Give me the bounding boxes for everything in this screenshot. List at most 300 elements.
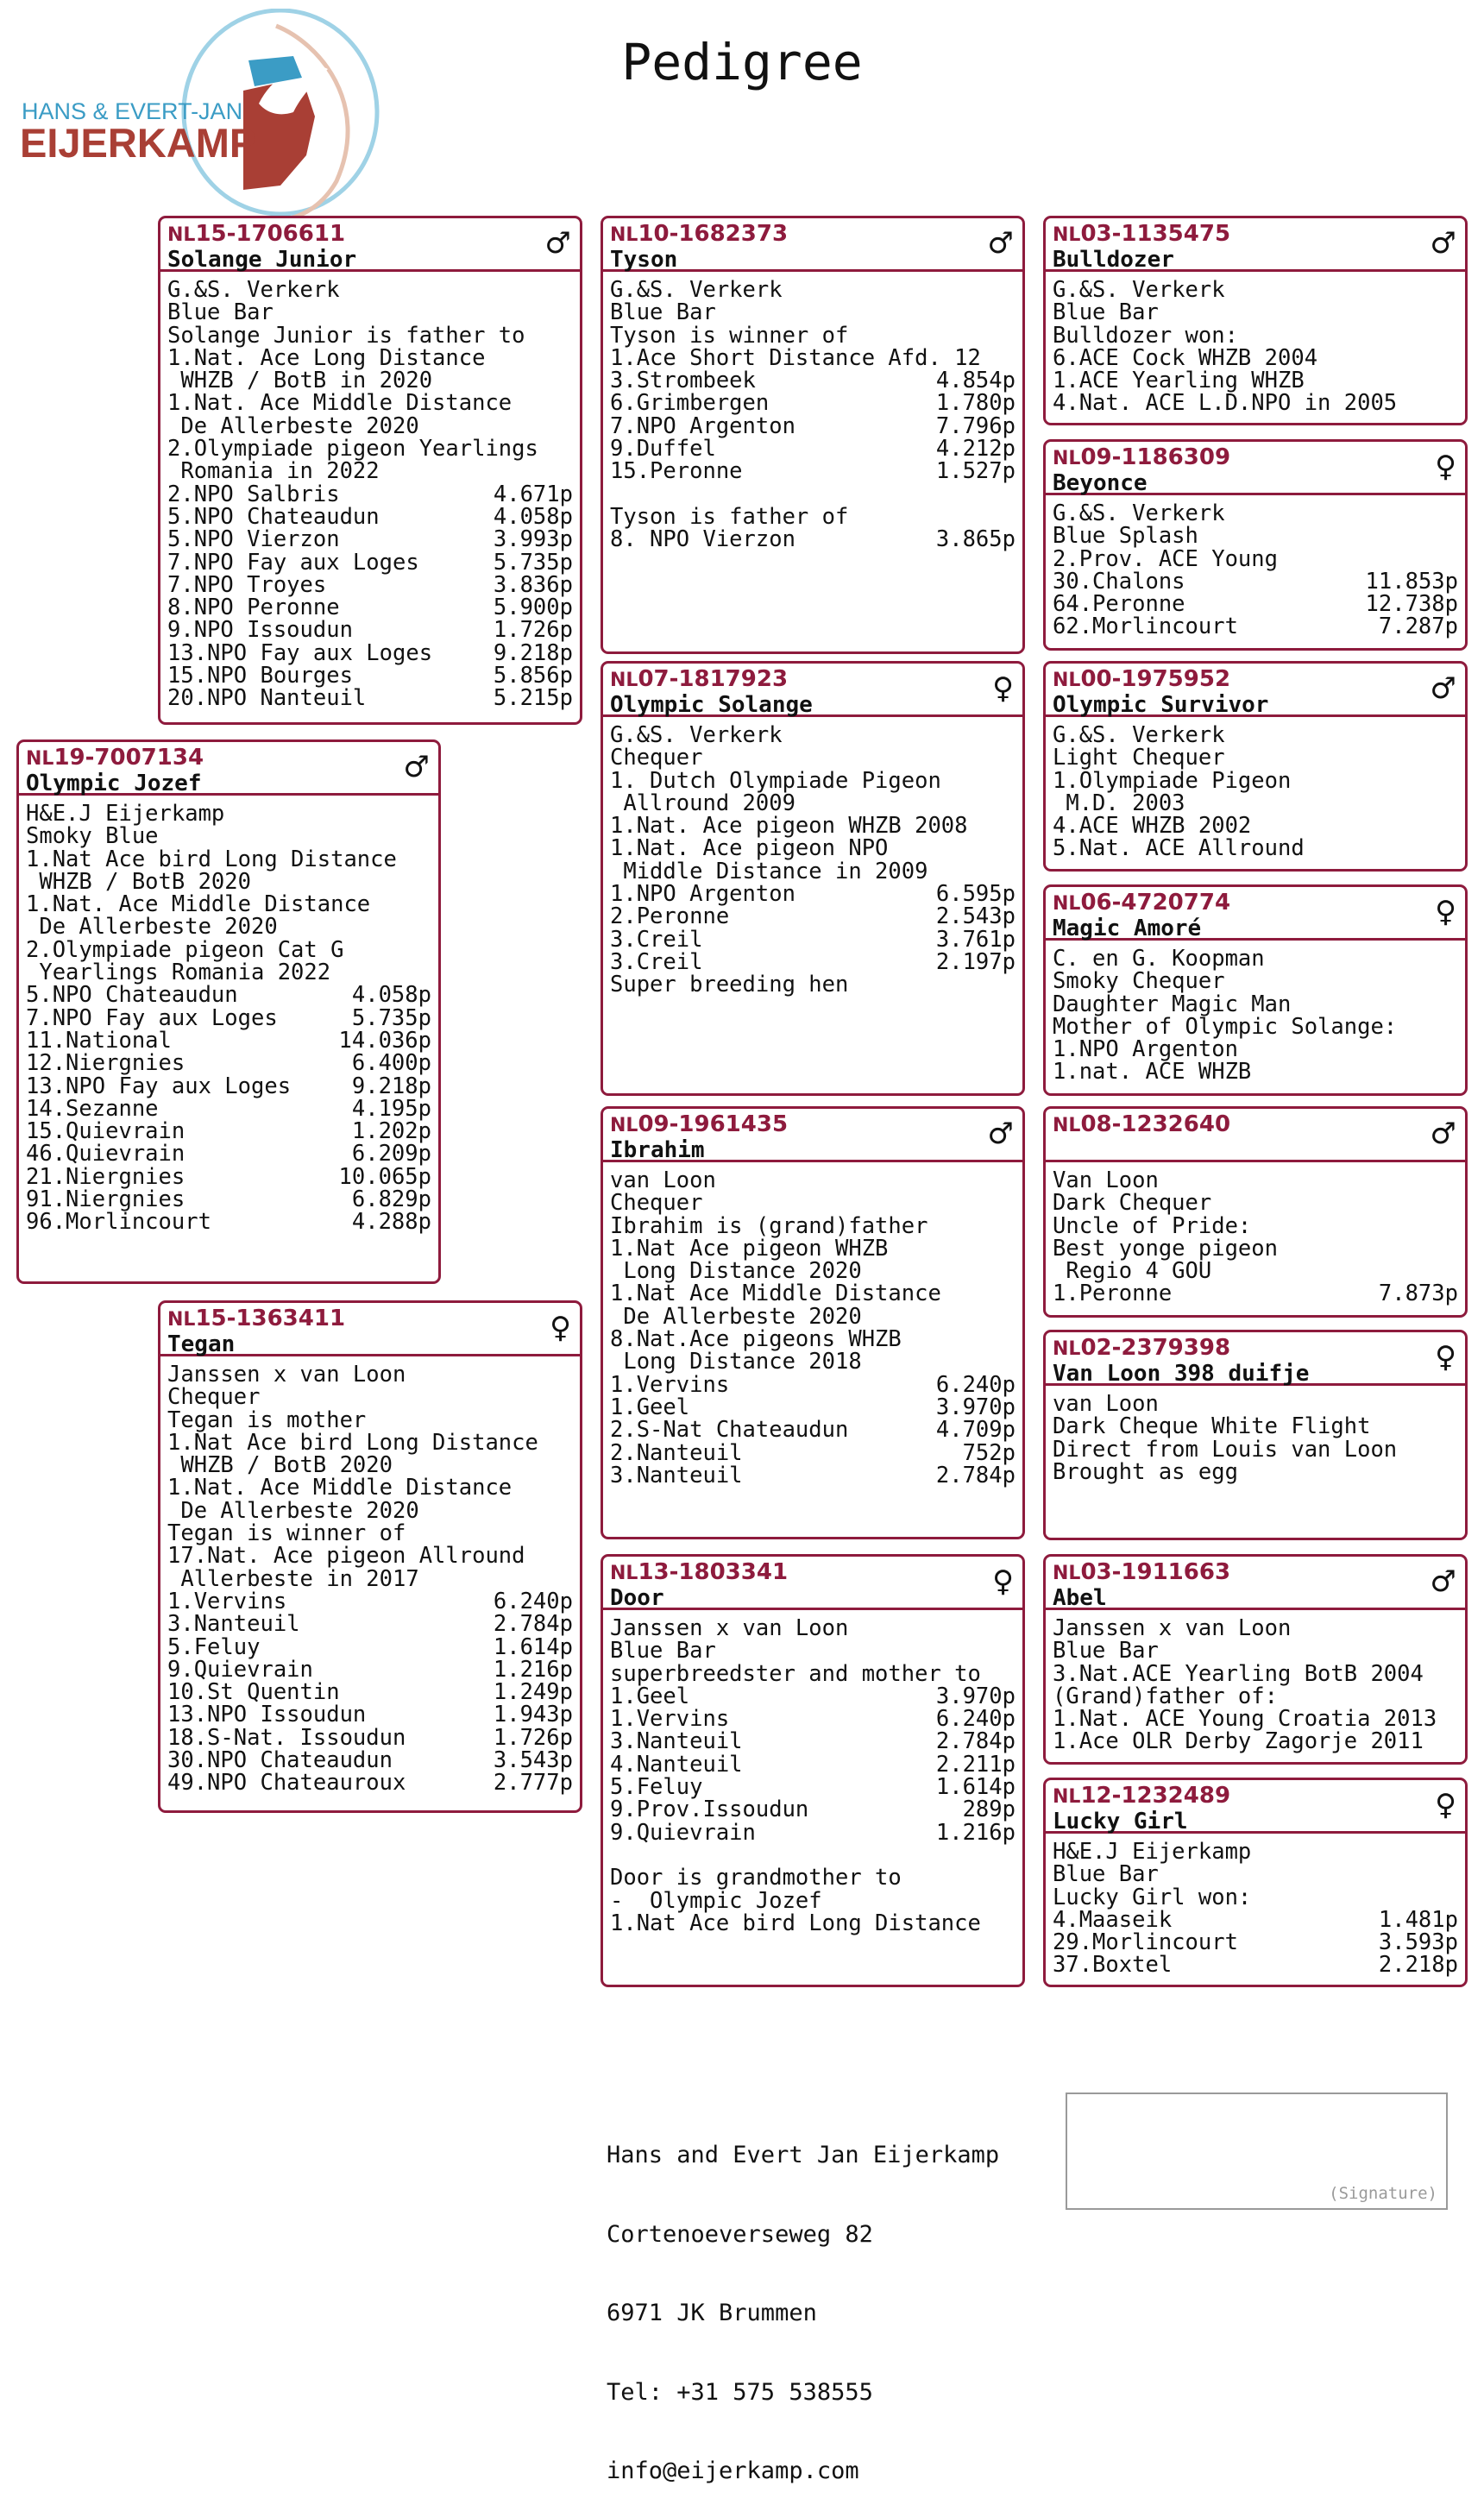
detail-text: 5.NPO Chateaudun (167, 503, 380, 530)
logo-line1: HANS & EVERT-JAN (22, 98, 243, 124)
detail-text: 1.Nat. ACE Young Croatia 2013 (1053, 1706, 1437, 1733)
detail-text: 64.Peronne (1053, 591, 1185, 618)
detail-text: Solange Junior is father to (167, 322, 525, 349)
detail-line (1053, 1169, 1458, 1192)
ring-id: 03-1135475 (1080, 221, 1231, 247)
detail-line (1053, 615, 1458, 638)
detail-text: 7.NPO Troyes (167, 571, 327, 598)
detail-line (1053, 1036, 1458, 1063)
detail-text: 1.Nat. Ace Middle Distance (167, 1475, 512, 1501)
detail-line (167, 1565, 573, 1592)
detail-line (26, 936, 431, 963)
detail-line (610, 1660, 1016, 1687)
card-details (1046, 941, 1465, 1087)
detail-line (1053, 993, 1458, 1016)
detail-text: superbreedster and mother to (610, 1660, 981, 1687)
ring-id: 07-1817923 (638, 666, 789, 692)
pigeon-card (16, 739, 441, 1284)
detail-text: Blue Bar (1053, 299, 1159, 326)
ring-id: 09-1186309 (1080, 444, 1231, 470)
pigeon-card (158, 216, 582, 725)
detail-line (167, 528, 573, 551)
detail-text: 8.Nat.Ace pigeons WHZB (610, 1326, 902, 1353)
ring-id: 00-1975952 (1080, 666, 1231, 692)
ring-id: 02-2379398 (1080, 1335, 1231, 1361)
detail-text: 29.Morlincourt (1053, 1929, 1238, 1956)
detail-line (167, 1611, 573, 1638)
detail-line (1053, 1013, 1458, 1040)
detail-points: 6.595p (935, 881, 1016, 908)
detail-points: 1.780p (935, 390, 1016, 417)
detail-text: Door is grandmother to (610, 1865, 902, 1891)
detail-line (26, 1050, 431, 1077)
detail-line (167, 1633, 573, 1660)
detail-points: 2.543p (935, 903, 1016, 930)
detail-line (1053, 1282, 1458, 1305)
detail-line (167, 390, 573, 417)
detail-text: van Loon (1053, 1391, 1159, 1417)
detail-text: Middle Distance in 2009 (610, 858, 928, 884)
card-details (603, 272, 1022, 555)
detail-points: 6.400p (351, 1050, 431, 1077)
pigeon-card (1043, 439, 1468, 651)
detail-points: 5.215p (493, 685, 573, 712)
card-details (1046, 495, 1465, 642)
detail-text: 1.Nat. Ace Middle Distance (167, 390, 512, 417)
detail-points: 7.873p (1378, 1281, 1458, 1307)
detail-line (167, 1703, 573, 1726)
detail-text: 1.ACE Yearling WHZB (1053, 368, 1305, 394)
detail-points: 1.726p (493, 1724, 573, 1751)
female-sex-icon: ♀ (1435, 450, 1456, 484)
card-details (19, 796, 438, 1237)
detail-text: 15.Quievrain (26, 1118, 186, 1145)
detail-line (610, 1350, 1016, 1373)
detail-line (167, 301, 573, 324)
detail-line (610, 436, 1016, 463)
female-sex-icon: ♀ (992, 1564, 1014, 1599)
detail-text: 4.Maaseik (1053, 1906, 1173, 1933)
detail-text: Smoky Blue (26, 823, 159, 850)
detail-text: Best yonge pigeon (1053, 1235, 1278, 1262)
detail-line (610, 881, 1016, 908)
male-sex-icon: ♂ (987, 1117, 1014, 1151)
detail-text: Chequer (610, 1190, 703, 1217)
detail-text: 5.Nat. ACE Allround (1053, 835, 1305, 862)
detail-text: 1.Geel (610, 1683, 690, 1709)
detail-text: 15.Peronne (610, 458, 743, 485)
detail-line (1053, 591, 1458, 618)
detail-line (610, 724, 1016, 746)
detail-line (610, 746, 1016, 769)
detail-text: 3.Nanteuil (610, 1728, 743, 1755)
detail-text: Regio 4 GOU (1053, 1258, 1212, 1285)
detail-line (26, 1075, 431, 1098)
detail-line (610, 1282, 1016, 1305)
detail-text: 2.Peronne (610, 903, 730, 930)
detail-line (167, 596, 573, 619)
detail-text: - Olympic Jozef (610, 1887, 822, 1914)
detail-text: Smoky Chequer (1053, 968, 1225, 995)
card-details (1046, 272, 1465, 418)
detail-text: 8.NPO Peronne (167, 595, 340, 621)
detail-text: De Allerbeste 2020 (610, 1303, 862, 1330)
detail-text: Uncle of Pride: (1053, 1212, 1252, 1239)
detail-text: M.D. 2003 (1053, 790, 1185, 816)
card-details (603, 1610, 1022, 1938)
detail-line (610, 279, 1016, 301)
detail-line (167, 1452, 573, 1479)
ring-number (610, 1560, 1016, 1586)
detail-line (610, 528, 1016, 551)
detail-line (1053, 301, 1458, 324)
detail-line (1053, 1190, 1458, 1217)
detail-line (610, 324, 1016, 347)
ring-number (1053, 1784, 1458, 1809)
detail-line (610, 1417, 1016, 1444)
detail-line (1053, 947, 1458, 970)
detail-points: 12.738p (1365, 591, 1458, 618)
card-header (1046, 1780, 1465, 1834)
detail-line (610, 905, 1016, 928)
detail-line (610, 1798, 1016, 1821)
detail-line (26, 1209, 431, 1236)
detail-text: 1.Nat. Ace Long Distance (167, 344, 486, 371)
ring-country: NL (1053, 448, 1081, 469)
detail-line (610, 1866, 1016, 1889)
pigeon-name: Bulldozer (1053, 247, 1174, 273)
ring-id: 10-1682373 (638, 221, 789, 247)
male-sex-icon: ♂ (544, 226, 571, 261)
detail-line (610, 1464, 1016, 1487)
detail-points: 10.065p (338, 1163, 431, 1190)
ring-country: NL (167, 224, 196, 246)
detail-text: 6.Grimbergen (610, 390, 770, 417)
detail-line (167, 1679, 573, 1706)
detail-line (1053, 1660, 1458, 1687)
card-header (1046, 442, 1465, 495)
detail-text: Chequer (610, 745, 703, 771)
detail-points: 289p (962, 1797, 1016, 1823)
detail-points: 5.735p (351, 1004, 431, 1031)
detail-points: 9.218p (351, 1073, 431, 1099)
detail-text: Dark Cheque White Flight (1053, 1413, 1371, 1440)
detail-line (610, 1169, 1016, 1192)
detail-points: 1.202p (351, 1118, 431, 1145)
detail-text: 1.Ace Short Distance Afd. 12 (610, 344, 981, 371)
detail-line (610, 792, 1016, 815)
pigeon-name: Tegan (167, 1331, 236, 1357)
detail-line (610, 835, 1016, 862)
breeder-address (607, 2090, 999, 2511)
address-line: info@eijerkamp.com (607, 2458, 859, 2484)
ring-country: NL (610, 1115, 638, 1136)
detail-line (167, 279, 573, 301)
detail-line (1053, 279, 1458, 301)
detail-text: 1.Nat Ace pigeon WHZB (610, 1235, 889, 1262)
detail-points: 6.209p (351, 1141, 431, 1167)
detail-text: 2.Prov. ACE Young (1053, 545, 1278, 572)
ring-country: NL (610, 1563, 638, 1584)
detail-line (167, 1543, 573, 1570)
pigeon-name: Olympic Jozef (26, 771, 202, 796)
signature-label: (Signature) (1329, 2184, 1437, 2203)
card-details (1046, 1386, 1465, 1487)
male-sex-icon: ♂ (987, 226, 1014, 261)
detail-points: 3.865p (935, 526, 1016, 553)
detail-text: 1.Nat. Ace pigeon WHZB 2008 (610, 813, 968, 840)
page-title: Pedigree (621, 33, 863, 91)
detail-text: De Allerbeste 2020 (167, 412, 419, 439)
detail-line (167, 344, 573, 371)
pigeon-name: Van Loon 398 duifje (1053, 1361, 1310, 1387)
detail-text: 1.Vervins (167, 1588, 287, 1614)
detail-points: 2.211p (935, 1751, 1016, 1778)
detail-text: G.&S. Verkerk (167, 277, 340, 303)
detail-line (610, 1887, 1016, 1914)
detail-line (610, 1371, 1016, 1398)
detail-points: 7.287p (1378, 614, 1458, 640)
detail-text: 1.Nat Ace bird Long Distance (26, 846, 397, 872)
pigeon-name: Ibrahim (610, 1137, 705, 1163)
detail-text: 1.Geel (610, 1394, 690, 1420)
pigeon-name: Magic Amoré (1053, 916, 1202, 941)
detail-line (610, 767, 1016, 794)
detail-line (610, 1844, 1016, 1866)
detail-line (26, 914, 431, 941)
ring-country: NL (1053, 1115, 1081, 1136)
pigeon-card (1043, 1106, 1468, 1318)
detail-points: 6.240p (935, 1371, 1016, 1398)
detail-text: WHZB / BotB in 2020 (167, 368, 433, 394)
ring-country: NL (610, 670, 638, 691)
detail-text: 8. NPO Vierzon (610, 526, 795, 553)
detail-text: 4.Nat. ACE L.D.NPO in 2005 (1053, 390, 1398, 417)
detail-points: 2.197p (935, 948, 1016, 975)
ring-id: 08-1232640 (1080, 1111, 1231, 1137)
ring-number (1053, 1112, 1458, 1138)
address-line: Hans and Evert Jan Eijerkamp (607, 2142, 1000, 2168)
detail-points: 3.970p (935, 1683, 1016, 1709)
detail-points: 3.970p (935, 1394, 1016, 1420)
pigeon-name: Door (610, 1585, 664, 1611)
detail-points: 2.784p (935, 1462, 1016, 1488)
detail-line (610, 369, 1016, 392)
detail-text: Long Distance 2018 (610, 1349, 862, 1375)
address-line: 6971 JK Brummen (607, 2300, 817, 2326)
detail-line (610, 483, 1016, 506)
detail-text: Blue Bar (610, 1638, 716, 1665)
detail-text: 1.Olympiade Pigeon (1053, 767, 1292, 794)
detail-text: (Grand)father of: (1053, 1683, 1278, 1709)
detail-text: 1.Vervins (610, 1371, 730, 1398)
detail-text: Bulldozer won: (1053, 322, 1238, 349)
detail-line (610, 1212, 1016, 1239)
detail-line (610, 301, 1016, 324)
ring-number (1053, 445, 1458, 471)
detail-text: 30.NPO Chateaudun (167, 1747, 393, 1774)
detail-line (1053, 1706, 1458, 1733)
pigeon-card (601, 1106, 1025, 1539)
detail-line (167, 412, 573, 439)
detail-line (26, 893, 431, 916)
detail-line (610, 344, 1016, 371)
detail-text: 14.Sezanne (26, 1095, 159, 1122)
detail-line (1053, 1861, 1458, 1888)
ring-number (610, 1112, 1016, 1138)
detail-line (26, 848, 431, 871)
detail-text: 5.NPO Chateaudun (26, 982, 238, 1009)
detail-text: 11.National (26, 1027, 172, 1054)
detail-text: De Allerbeste 2020 (167, 1497, 419, 1524)
detail-text: 1.nat. ACE WHZB (1053, 1059, 1252, 1086)
detail-line (1053, 1952, 1458, 1979)
detail-text: Romania in 2022 (167, 458, 380, 485)
detail-text: 46.Quievrain (26, 1141, 186, 1167)
detail-text: 7.NPO Fay aux Loges (26, 1004, 278, 1031)
detail-line (610, 1439, 1016, 1466)
detail-line (610, 1912, 1016, 1935)
ring-number (610, 667, 1016, 693)
detail-text: G.&S. Verkerk (1053, 500, 1225, 526)
detail-points: 4.195p (351, 1095, 431, 1122)
detail-points: 1.249p (493, 1679, 573, 1706)
detail-line (1053, 344, 1458, 371)
detail-line (167, 1384, 573, 1411)
detail-points: 9.218p (493, 639, 573, 666)
detail-points: 1.216p (493, 1656, 573, 1683)
female-sex-icon: ♀ (1435, 1340, 1456, 1375)
eijerkamp-logo (17, 9, 388, 220)
ring-number (610, 222, 1016, 248)
card-details (1046, 1162, 1465, 1309)
detail-text: Chequer (167, 1384, 261, 1411)
ring-id: 09-1961435 (638, 1111, 789, 1137)
card-header (603, 1557, 1022, 1610)
card-header (19, 742, 438, 796)
ring-country: NL (1053, 1786, 1081, 1808)
detail-line (1053, 724, 1458, 746)
detail-line (1053, 835, 1458, 862)
detail-line (1053, 502, 1458, 525)
detail-line (610, 458, 1016, 485)
detail-line (1053, 968, 1458, 995)
detail-line (167, 571, 573, 598)
male-sex-icon: ♂ (1430, 1117, 1456, 1151)
ring-country: NL (610, 224, 638, 246)
detail-text: Super breeding hen (610, 972, 849, 998)
detail-line (167, 1429, 573, 1456)
card-header (160, 218, 580, 272)
detail-line (1053, 324, 1458, 347)
detail-text: Van Loon (1053, 1167, 1159, 1193)
detail-text: Direct from Louis van Loon (1053, 1436, 1398, 1463)
detail-points: 2.784p (935, 1728, 1016, 1755)
detail-points: 6.240p (935, 1706, 1016, 1733)
detail-line (26, 1163, 431, 1190)
detail-text: 91.Niergnies (26, 1186, 186, 1213)
detail-text: 21.Niergnies (26, 1163, 186, 1190)
detail-line (26, 961, 431, 984)
detail-points: 4.212p (935, 436, 1016, 463)
detail-text: Light Chequer (1053, 745, 1225, 771)
detail-points: 1.614p (493, 1633, 573, 1660)
detail-points: 2.777p (493, 1770, 573, 1797)
detail-points: 1.614p (935, 1774, 1016, 1801)
detail-text: 96.Morlincourt (26, 1209, 211, 1236)
detail-text: H&E.J Eijerkamp (1053, 1839, 1252, 1865)
detail-points: 1.943p (493, 1702, 573, 1728)
detail-line (167, 1749, 573, 1772)
detail-line (1053, 369, 1458, 392)
detail-text: Tyson is winner of (610, 322, 849, 349)
detail-line (610, 1617, 1016, 1639)
detail-line (167, 1476, 573, 1499)
detail-text: G.&S. Verkerk (610, 277, 783, 303)
ring-country: NL (1053, 1563, 1081, 1584)
detail-line (610, 860, 1016, 883)
pigeon-card (601, 216, 1025, 654)
detail-line (167, 458, 573, 485)
detail-line (1053, 1931, 1458, 1954)
detail-text: Tegan is mother (167, 1407, 367, 1433)
detail-text: G.&S. Verkerk (610, 722, 783, 748)
detail-text: 9.Quievrain (610, 1819, 756, 1846)
detail-points: 5.900p (493, 595, 573, 621)
detail-text: 5.NPO Vierzon (167, 526, 340, 553)
detail-text: 18.S-Nat. Issoudun (167, 1724, 406, 1751)
detail-line (1053, 1638, 1458, 1665)
detail-points: 4.671p (493, 481, 573, 507)
pigeon-card (601, 1554, 1025, 1987)
detail-text: Tyson is father of (610, 503, 849, 530)
ring-country: NL (167, 1309, 196, 1331)
detail-text: C. en G. Koopman (1053, 946, 1265, 972)
card-header (1046, 1557, 1465, 1610)
detail-line (1053, 1438, 1458, 1461)
detail-line (167, 1658, 573, 1681)
detail-line (610, 1190, 1016, 1217)
detail-text: 49.NPO Chateauroux (167, 1770, 406, 1797)
detail-line (167, 639, 573, 666)
ring-id: 15-1706611 (195, 221, 346, 247)
detail-text: 3.Strombeek (610, 368, 756, 394)
pigeon-name: Olympic Survivor (1053, 692, 1269, 718)
detail-points: 3.761p (935, 926, 1016, 953)
pigeon-name: Solange Junior (167, 247, 357, 273)
ring-id: 13-1803341 (638, 1559, 789, 1585)
detail-line (610, 1730, 1016, 1753)
detail-line (610, 813, 1016, 840)
detail-points: 5.856p (493, 663, 573, 689)
detail-line (167, 617, 573, 644)
detail-line (1053, 1212, 1458, 1239)
card-details (160, 1356, 580, 1798)
detail-text: 2.Nanteuil (610, 1439, 743, 1466)
detail-points: 4.058p (351, 982, 431, 1009)
ring-id: 06-4720774 (1080, 890, 1231, 916)
detail-points: 4.854p (935, 368, 1016, 394)
detail-text: Blue Bar (167, 299, 274, 326)
detail-line (1053, 523, 1458, 550)
card-details (1046, 1610, 1465, 1757)
detail-line (167, 1590, 573, 1613)
card-header (1046, 218, 1465, 272)
detail-text: Blue Splash (1053, 523, 1198, 550)
detail-text: 1.Nat Ace bird Long Distance (167, 1429, 538, 1456)
detail-text: 1.NPO Argenton (1053, 1036, 1238, 1063)
detail-line (1053, 390, 1458, 417)
